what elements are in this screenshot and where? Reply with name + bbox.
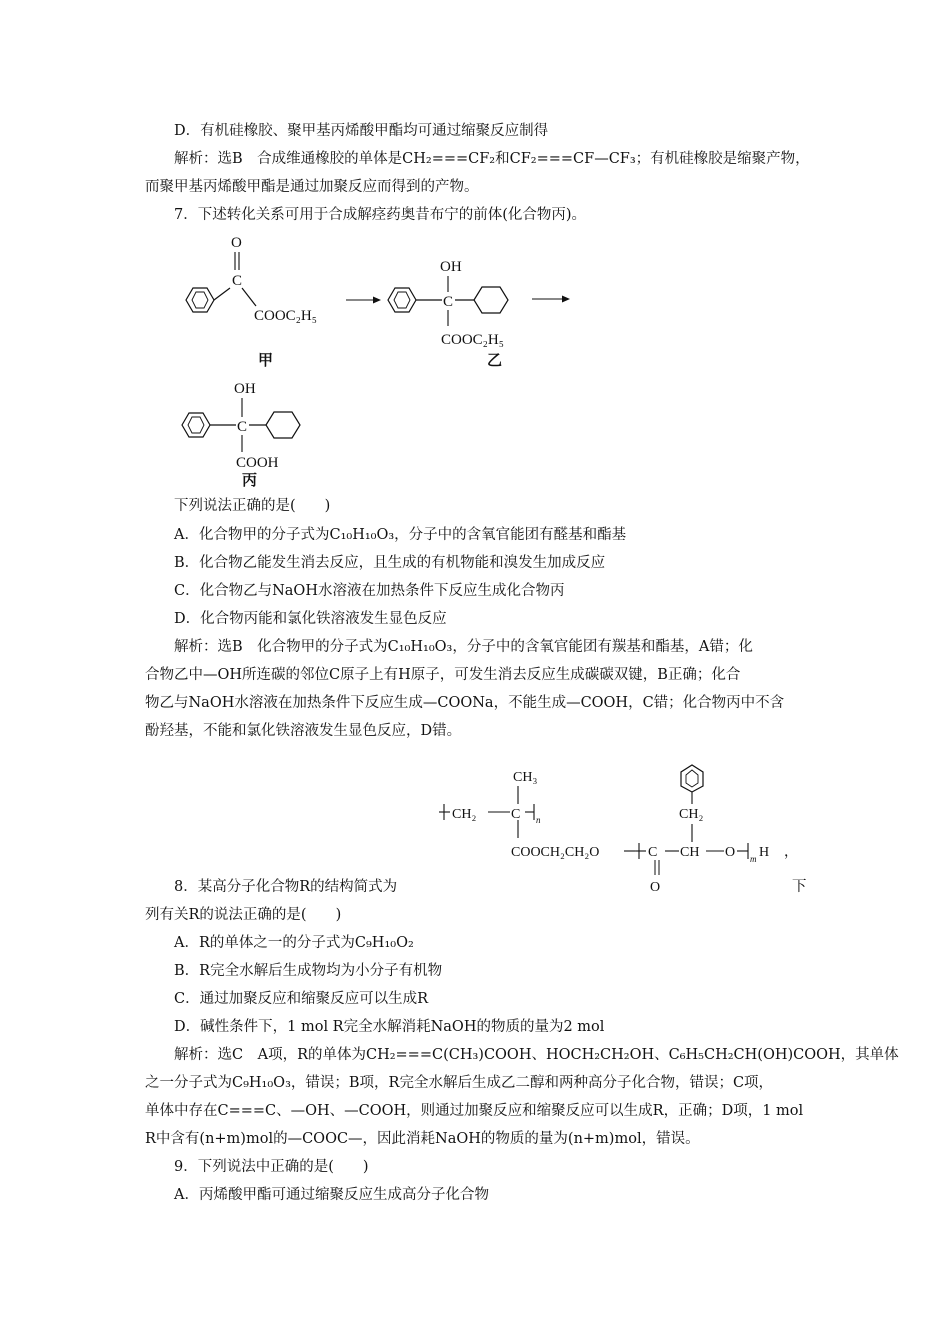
explanation-q7-line4: 酚羟基，不能和氯化铁溶液发生显色反应，D错。 (145, 723, 462, 739)
explanation-q8-line3: 单体中存在C===C、—OH、—COOH，则通过加聚反应和缩聚反应可以生成R，正确；D项，1 mol (145, 1103, 804, 1119)
question-7: 7．下述转化关系可用于合成解痉药奥昔布宁的前体(化合物丙)。 (174, 207, 587, 223)
compound-jia (186, 235, 317, 369)
r-oxygen: O (725, 845, 736, 860)
question-8: 8．某高分子化合物R的结构简式为 (174, 879, 398, 895)
explanation-q8-line4: R中含有(n+m)mol的—COOC—，因此消耗NaOH的物质的量为(n+m)mol，错误。 (145, 1131, 700, 1147)
yi-carbon: C (443, 294, 454, 310)
r-subscript-n: n (536, 815, 541, 825)
option-8a: A．R的单体之一的分子式为C₉H₁₀O₂ (174, 935, 414, 951)
r-ch2-benzyl: CH₂ (679, 807, 704, 822)
r-methyl: CH₃ (513, 770, 538, 785)
polymer-r-structure (436, 748, 808, 898)
option-9a: A．丙烯酸甲酯可通过缩聚反应生成高分子化合物 (174, 1187, 489, 1203)
explanation-q6-line1: 解析：选B 合成维通橡胶的单体是CH₂===CF₂和CF₂===CF—CF₃；有机硅橡胶是缩聚产物， (174, 151, 810, 167)
option-7d: D．化合物丙能和氯化铁溶液发生显色反应 (174, 611, 447, 627)
option-7a: A．化合物甲的分子式为C₁₀H₁₀O₃，分子中的含氧官能团有醛基和酯基 (174, 527, 627, 543)
r-terminal-h: H (759, 845, 770, 860)
jia-carbon: C (232, 273, 243, 289)
explanation-q7-line3: 物乙与NaOH水溶液在加热条件下反应生成—COONa，不能生成—COOH，C错；化合物丙中不含 (145, 695, 785, 711)
reaction-arrow-2 (532, 296, 570, 303)
explanation-q8-line2: 之一分子式为C₉H₁₀O₃，错误；B项，R完全水解后生成乙二醇和两种高分子化合物，错误；C项， (145, 1075, 774, 1091)
jia-label: 甲 (258, 353, 274, 369)
jia-oxygen: O (231, 235, 242, 251)
option-8c: C．通过加聚反应和缩聚反应可以生成R (174, 991, 429, 1007)
question-9: 9．下列说法中正确的是( ) (174, 1159, 369, 1175)
yi-ester: COOC₂H₅ (441, 332, 504, 348)
reaction-scheme-q7 (170, 228, 590, 489)
r-carbonyl-carbon: C (648, 845, 658, 860)
r-ch2-main: CH₂ (452, 807, 477, 822)
option-8b: B．R完全水解后生成物均为小分子有机物 (174, 963, 443, 979)
explanation-q8-line1: 解析：选C A项，R的单体为CH₂===C(CH₃)COOH、HOCH₂CH₂OH、C₆H₅CH₂CH(OH)COOH，其单体 (174, 1047, 899, 1063)
r-ch: CH (680, 845, 700, 860)
r-trailing-comma: ， (784, 845, 798, 860)
option-7c: C．化合物乙与NaOH水溶液在加热条件下反应生成化合物丙 (174, 583, 565, 599)
compound-bing (182, 381, 300, 489)
jia-ester: COOC₂H₅ (254, 308, 317, 324)
bing-hydroxyl: OH (234, 381, 256, 397)
bing-carbon: C (237, 419, 248, 435)
explanation-q6-line2: 而聚甲基丙烯酸甲酯是通过加聚反应而得到的产物。 (145, 179, 479, 195)
r-carbon-main: C (511, 807, 521, 822)
r-subscript-m: m (750, 854, 757, 864)
question-8-tail: 下 (792, 879, 807, 895)
compound-yi (388, 259, 508, 369)
explanation-q7-line2: 合物乙中—OH所连碳的邻位C原子上有H原子，可发生消去反应生成碳碳双键，B正确；化合 (145, 667, 741, 683)
question-7-prompt: 下列说法正确的是( ) (174, 498, 331, 514)
r-ester-chain: COOCH₂CH₂O (511, 845, 600, 860)
option-d-q6: D．有机硅橡胶、聚甲基丙烯酸甲酯均可通过缩聚反应制得 (174, 123, 549, 139)
question-8-prompt: 列有关R的说法正确的是( ) (145, 907, 342, 923)
yi-label: 乙 (487, 353, 503, 369)
option-8d: D．碱性条件下，1 mol R完全水解消耗NaOH的物质的量为2 mol (174, 1019, 605, 1035)
bing-acid: COOH (236, 455, 279, 471)
option-7b: B．化合物乙能发生消去反应，且生成的有机物能和溴发生加成反应 (174, 555, 606, 571)
reaction-arrow-1 (346, 297, 381, 304)
explanation-q7-line1: 解析：选B 化合物甲的分子式为C₁₀H₁₀O₃，分子中的含氧官能团有羰基和酯基，A错；化 (174, 639, 753, 655)
bing-label: 丙 (242, 473, 258, 489)
yi-hydroxyl: OH (440, 259, 462, 275)
r-carbonyl-oxygen: O (650, 880, 661, 895)
